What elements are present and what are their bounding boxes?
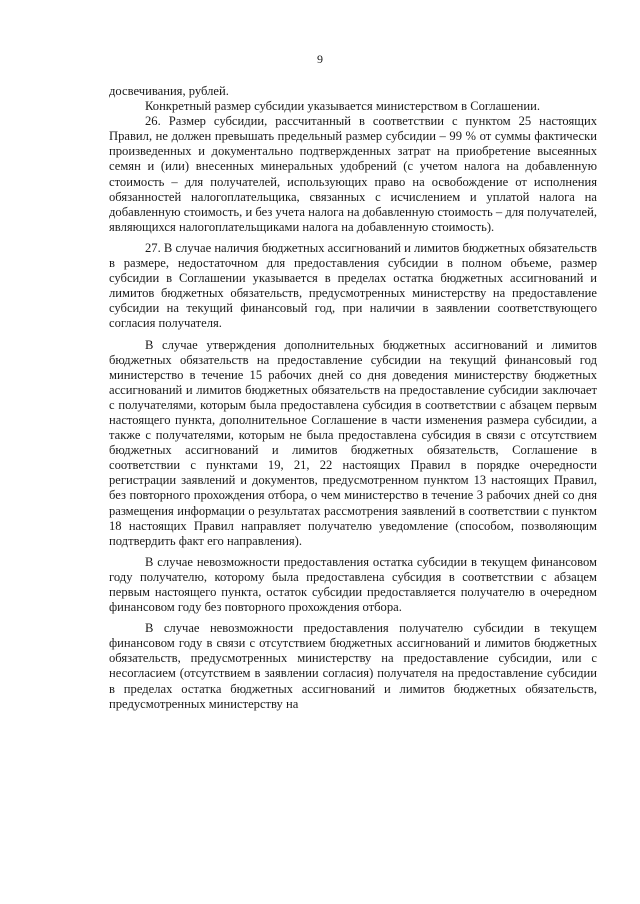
paragraph-clause-26: 26. Размер субсидии, рассчитанный в соответствии с пунктом 25 настоящих Правил, не должен превышать предельный размер субсидии – 99 % от суммы фактически произведенных и документально подтвержденных затрат на приобретение высеянных семян и (или) внесенных минеральных удобрений (с учетом налога на добавленную стоимость – для получателей, использующих право на освобождение от исполнения обязанностей налогоплательщика, связанных с исчислением и уплатой налога на добавленную стоимость, и без учета налога на добавленную стоимость – для получателей, являющихся налогоплательщиками налога на добавленную стоимость). [109,114,597,234]
document-body [109,84,597,712]
paragraph-subsidy-amount: Конкретный размер субсидии указывается министерством в Соглашении. [145,99,540,114]
page-number: 9 [317,52,323,66]
paragraph-impossibility: В случае невозможности предоставления получателю субсидии в текущем финансовом году в связи с отсутствием бюджетных ассигнований и лимитов бюджетных обязательств, предусмотренных министерству на предоставление субсидии, или с несогласием (отсутствием в заявлении согласия) получателя на предоставление субсидии в пределах остатка бюджетных ассигнований и лимитов бюджетных обязательств, предусмотренных министерству на [109,621,597,711]
paragraph-additional-allocations: В случае утверждения дополнительных бюджетных ассигнований и лимитов бюджетных обязательств на предоставление субсидии на текущий финансовый год министерство в течение 15 рабочих дней со дня доведения министерству бюджетных ассигнований и лимитов бюджетных обязательств на предоставление субсидии заключает с получателями, которым была предоставлена субсидия в соответствии с абзацем первым настоящего пункта, дополнительное Соглашение в части изменения размера субсидии, а также с получателями, которым не была предоставлена субсидия в связи с отсутствием бюджетных ассигнований и лимитов бюджетных обязательств, Соглашение в соответствии с пунктами 19, 21, 22 настоящих Правил в порядке очередности регистрации заявлений и документов, предусмотренном пунктом 13 настоящих Правил, без повторного прохождения отбора, о чем министерство в течение 3 рабочих дней со дня размещения информации о результатах рассмотрения заявлений в соответствии с пунктом 18 настоящих Правил направляет получателю уведомление (способом, позволяющим подтвердить факт его направления). [109,337,597,548]
paragraph-continuation: досвечивания, рублей. [109,84,229,98]
paragraph-remaining-subsidy: В случае невозможности предоставления остатка субсидии в текущем финансовом году получателю, которому была предоставлена субсидия в соответствии с абзацем первым настоящего пункта, остаток субсидии предоставляется получателю в очередном финансовом году без повторного прохождения отбора. [109,554,597,615]
paragraph-clause-27: 27. В случае наличия бюджетных ассигнований и лимитов бюджетных обязательств в размере, недостаточном для предоставления субсидии в полном объеме, размер субсидии в Соглашении указывается в пределах остатка бюджетных ассигнований и лимитов бюджетных обязательств, предусмотренных министерству на предоставление субсидии на текущий финансовый год, при наличии в заявлении соответствующего согласия получателя. [109,240,597,331]
